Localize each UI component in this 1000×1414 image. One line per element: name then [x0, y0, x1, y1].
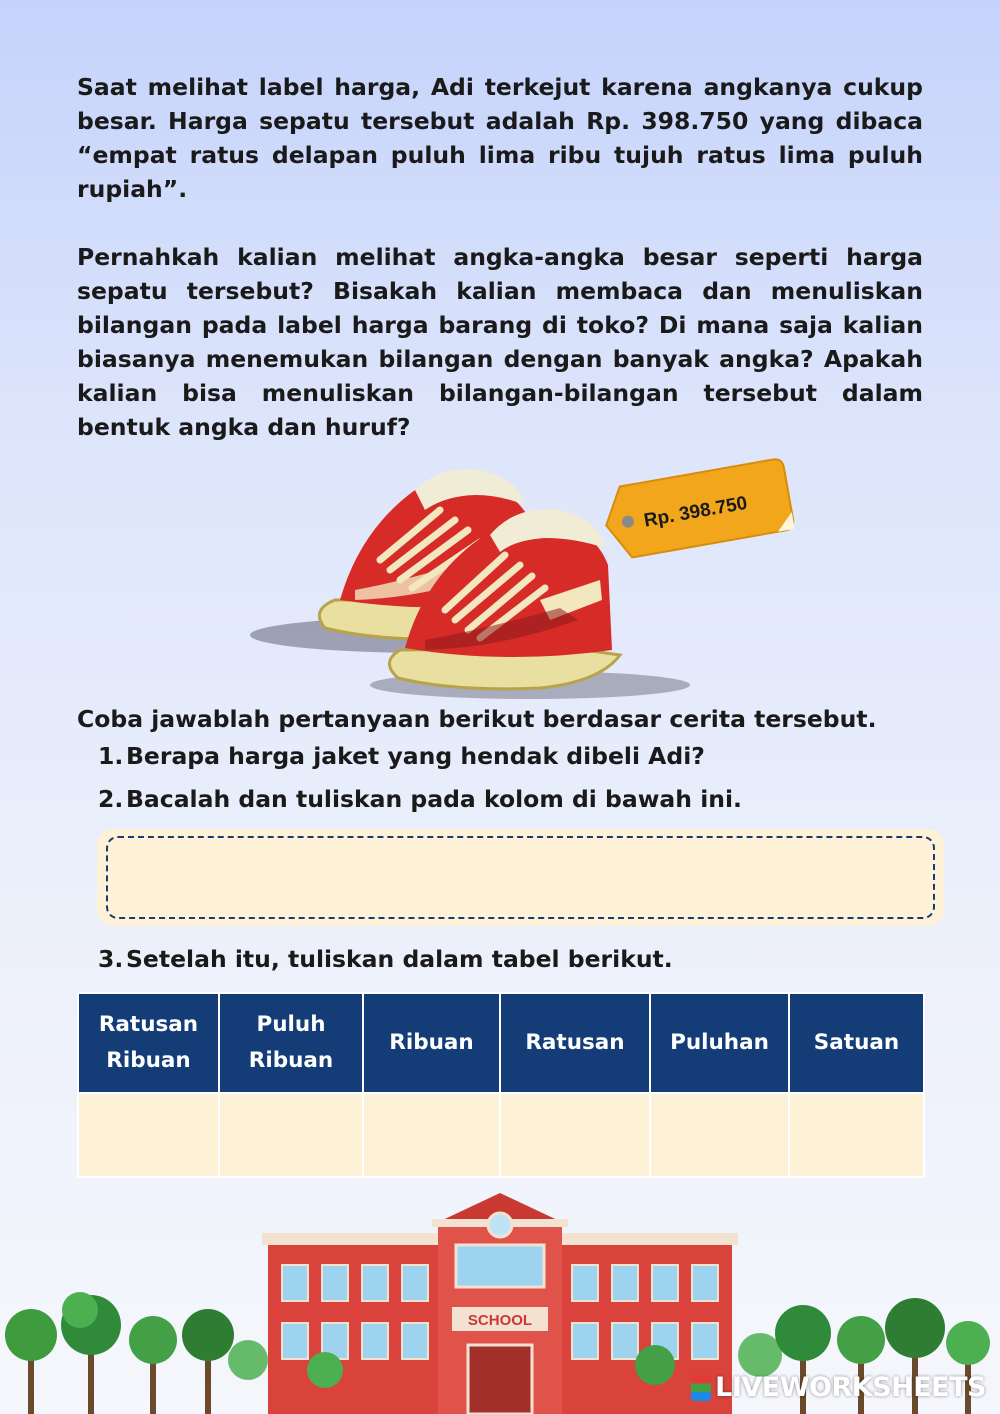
- question-1-number: 1.: [98, 742, 124, 770]
- liveworksheets-logo-icon: [691, 1375, 711, 1401]
- header-puluh-ribuan: Puluh Ribuan: [219, 993, 363, 1093]
- header-ratusan-ribuan: Ratusan Ribuan: [78, 993, 219, 1093]
- table-header-row: [78, 993, 924, 1093]
- shoes-illustration: [240, 450, 800, 710]
- cell-ratusan-ribuan[interactable]: [78, 1093, 219, 1177]
- question-1: [98, 740, 705, 772]
- questions-intro: Coba jawablah pertanyaan berikut berdasar cerita tersebut.: [77, 705, 877, 733]
- cell-ratusan[interactable]: [500, 1093, 650, 1177]
- school-sign-text: SCHOOL: [467, 1312, 533, 1329]
- question-3: [98, 943, 673, 975]
- question-2-text: Bacalah dan tuliskan pada kolom di bawah ini.: [126, 785, 742, 813]
- trees-left-icon: [5, 1292, 268, 1414]
- cell-puluh-ribuan[interactable]: [219, 1093, 363, 1177]
- question-3-number: 3.: [98, 945, 124, 973]
- place-value-table: [77, 992, 925, 1178]
- story-paragraph-1: Saat melihat label harga, Adi terkejut karena angkanya cukup besar. Harga sepatu tersebut adalah Rp. 398.750 yang dibaca “empat ratus delapan puluh lima ribu tujuh ratus lima puluh rupiah”.: [77, 73, 923, 203]
- cell-satuan[interactable]: [789, 1093, 924, 1177]
- school-building-icon: [262, 1193, 738, 1414]
- header-ribuan: Ribuan: [363, 993, 500, 1093]
- price-tag: [600, 458, 795, 561]
- cell-ribuan[interactable]: [363, 1093, 500, 1177]
- answer-text-box[interactable]: [97, 829, 944, 926]
- header-puluhan: Puluhan: [650, 993, 789, 1093]
- answer-box-dashed-border: [106, 836, 935, 919]
- cell-puluhan[interactable]: [650, 1093, 789, 1177]
- price-tag-text: Rp. 398.750: [642, 492, 749, 532]
- question-3-text: Setelah itu, tuliskan dalam tabel berikut.: [126, 945, 673, 973]
- liveworksheets-watermark: [691, 1372, 986, 1403]
- story-paragraph-2: Pernahkah kalian melihat angka-angka besar seperti harga sepatu tersebut? Bisakah kalian membaca dan menuliskan bilangan pada label harga barang di toko? Di mana saja kalian biasanya menemukan bilangan dengan banyak angka? Apakah kalian bisa menuliskan bilangan-bilangan tersebut dalam bentuk angka dan huruf?: [77, 243, 923, 441]
- question-2-number: 2.: [98, 785, 124, 813]
- question-2: [98, 783, 742, 815]
- table-answer-row: [78, 1093, 924, 1177]
- question-1-text: Berapa harga jaket yang hendak dibeli Adi?: [126, 742, 705, 770]
- watermark-text: LIVEWORKSHEETS: [715, 1372, 986, 1403]
- header-ratusan: Ratusan: [500, 993, 650, 1093]
- header-satuan: Satuan: [789, 993, 924, 1093]
